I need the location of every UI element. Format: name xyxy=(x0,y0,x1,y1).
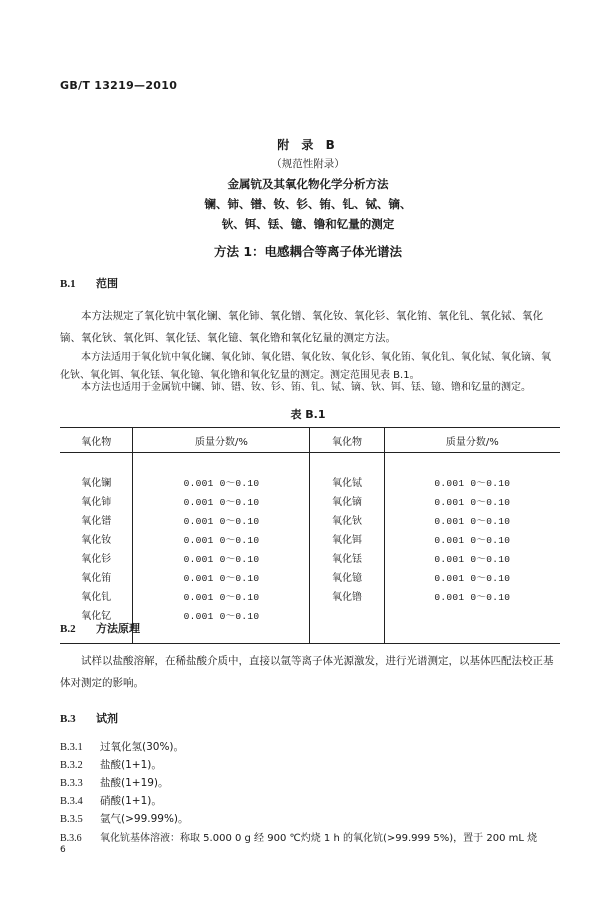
reagent-number: B.3.2 xyxy=(60,760,83,771)
table-cell: 氧化镱 xyxy=(310,567,384,586)
table-cell: 0.001 0～0.10 xyxy=(133,472,310,491)
annex-heading-line-3: 钬、铒、铥、镱、镥和钇量的测定 xyxy=(221,217,395,231)
section-title: 方法原理 xyxy=(96,622,140,635)
table-cell: 0.001 0～0.10 xyxy=(434,515,511,527)
table-header-cell: 质量分数/% xyxy=(133,428,310,453)
table-cell: 氧化铽 xyxy=(310,472,384,491)
table-header-cell: 氧化物 xyxy=(310,428,384,453)
table-cell: 氧化铥 xyxy=(310,548,384,567)
table-cell: 0.001 0～0.10 xyxy=(434,591,511,603)
reagent-text: 盐酸(1+1)。 xyxy=(100,759,162,771)
table-cell: 0.001 0～0.10 xyxy=(434,496,511,508)
reagent-text: 过氧化氢(30%)。 xyxy=(100,741,185,753)
principle-paragraph: 试样以盐酸溶解，在稀盐酸介质中，直接以氩等离子体光源激发，进行光谱测定，以基体匹配法校正基体对测定的影响。 xyxy=(60,655,554,689)
table-cell: 0.001 0～0.10 xyxy=(434,534,511,546)
annex-heading-line-2: 镧、铈、镨、钕、钐、铕、钆、铽、镝、 xyxy=(204,197,412,211)
reagent-item xyxy=(60,811,189,826)
table-cell: 0.001 0～0.10 xyxy=(133,510,310,529)
scope-paragraph-1: 本方法规定了氧化钪中氧化镧、氧化铈、氧化镨、氧化钕、氧化钐、氧化铕、氧化钆、氧化铽、氧化镝、氧化钬、氧化铒、氧化铥、氧化镱、氧化镥和氧化钇量的测定方法。 xyxy=(60,310,543,344)
annex-heading-line-1: 金属钪及其氧化物化学分析方法 xyxy=(227,177,389,191)
table-cell: 0.001 0～0.10 xyxy=(133,548,310,567)
section-title: 范围 xyxy=(96,277,118,290)
scope-paragraph-2: 本方法适用于氧化钪中氧化镧、氧化铈、氧化镨、氧化钕、氧化钐、氧化铕、氧化钆、氧化铽、氧化镝、氧化钬、氧化铒、氧化铥、氧化镱、氧化镥和氧化钇量的测定。测定范围见表 B.1。 xyxy=(60,352,551,381)
reagent-number: B.3.4 xyxy=(60,796,83,807)
reagent-item xyxy=(60,739,184,754)
table-cell: 氧化镨 xyxy=(60,510,133,529)
table-cell: 0.001 0～0.10 xyxy=(434,553,511,565)
section-number: B.3 xyxy=(60,713,76,725)
reagent-text: 硝酸(1+1)。 xyxy=(100,795,162,807)
table-cell: 0.001 0～0.10 xyxy=(133,605,310,624)
standard-number: GB/T 13219—2010 xyxy=(60,79,178,92)
table-cell: 0.001 0～0.10 xyxy=(133,529,310,548)
table-cell: 氧化铈 xyxy=(60,491,133,510)
scope-paragraph-3: 本方法也适用于金属钪中镧、铈、镨、钕、钐、铕、钆、铽、镝、钬、铒、铥、镱、镥和钇量的测定。 xyxy=(81,382,531,393)
reagent-number: B.3.6 xyxy=(60,833,82,844)
reagent-item xyxy=(60,757,162,772)
reagent-list xyxy=(60,0,580,900)
table-cell: 氧化镧 xyxy=(60,472,133,491)
section-number: B.2 xyxy=(60,623,76,635)
table-cell: 0.001 0～0.10 xyxy=(133,491,310,510)
reagent-number: B.3.1 xyxy=(60,742,83,753)
table-header-cell: 氧化物 xyxy=(60,428,133,453)
table-cell: 氧化钕 xyxy=(60,529,133,548)
page-number: 6 xyxy=(60,845,66,855)
table-cell: 氧化镥 xyxy=(310,586,384,605)
table-cell: 0.001 0～0.10 xyxy=(434,477,511,489)
method-title: 方法 1：电感耦合等离子体光谱法 xyxy=(213,244,403,259)
reagent-item xyxy=(60,829,537,844)
table-cell: 氧化钇 xyxy=(60,605,133,624)
table-cell: 氧化钆 xyxy=(60,586,133,605)
table-cell: 0.001 0～0.10 xyxy=(133,567,310,586)
reagent-item xyxy=(60,793,162,808)
table-cell: 氧化铒 xyxy=(310,529,384,548)
reagent-text: 氧化钪基体溶液：称取 5.000 0 g 经 900 ℃灼烧 1 h 的氧化钪(>99.999 5%)，置于 200 mL 烧 xyxy=(100,833,538,844)
section-number: B.1 xyxy=(60,278,76,290)
annex-title: 附 录 B xyxy=(277,138,339,152)
reagent-number: B.3.3 xyxy=(60,778,83,789)
table-header-cell: 质量分数/% xyxy=(384,428,560,453)
reagent-item xyxy=(60,775,169,790)
table-cell: 0.001 0～0.10 xyxy=(133,586,310,605)
reagent-text: 盐酸(1+19)。 xyxy=(100,777,169,789)
table-cell: 氧化钐 xyxy=(60,548,133,567)
section-title: 试剂 xyxy=(96,712,118,725)
table-cell: 氧化钬 xyxy=(310,510,384,529)
table-cell: 0.001 0～0.10 xyxy=(434,572,511,584)
table-cell: 氧化铕 xyxy=(60,567,133,586)
reagent-text: 氩气(>99.99%)。 xyxy=(100,813,189,825)
table-cell: 氧化镝 xyxy=(310,491,384,510)
table-caption: 表 B.1 xyxy=(290,408,326,421)
annex-type: （规范性附录） xyxy=(271,158,345,170)
reagent-number: B.3.5 xyxy=(60,814,83,825)
